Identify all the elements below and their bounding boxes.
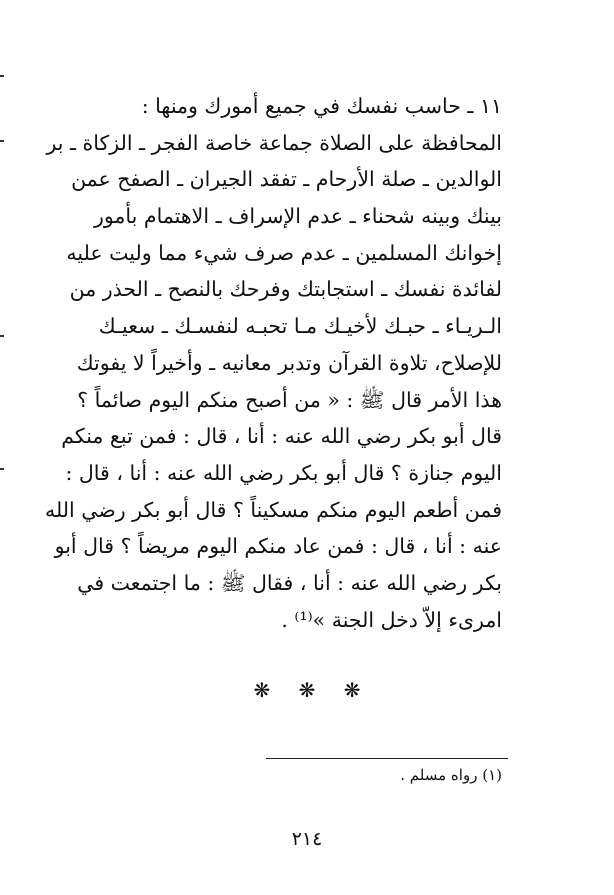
text-line: قال أبو بكر رضي الله عنه : أنا ، قال : فمن تبع منكم — [61, 424, 502, 449]
asterism-icon: ❋ — [298, 678, 316, 702]
footnote: (١) رواه مسلم . — [400, 766, 502, 784]
text-line: اليوم جنازة ؟ قال أبو بكر رضي الله عنه : أنا ، قال : — [65, 460, 502, 485]
text-line: هذا الأمر قال ﷺ : « من أصبح منكم اليوم صائماً ؟ — [77, 387, 502, 412]
text-line: عنه : أنا ، قال : فمن عاد منكم اليوم مريضاً ؟ قال أبو — [54, 534, 502, 559]
asterism-icon: ❋ — [253, 678, 271, 702]
text-line: فمن أطعم اليوم منكم مسكيناً ؟ قال أبو بكر رضي الله — [45, 497, 502, 522]
text-line: الـريـاء ـ حبـك لأخيـك مـا تحبـه لنفسـك ـ سعيـك — [98, 314, 502, 339]
main-paragraph — [45, 88, 502, 638]
text-line: إخوانك المسلمين ـ عدم صرف شيء مما وليت عليه — [66, 240, 502, 265]
text-line: ١١ ـ حاسب نفسك في جميع أمورك ومنها : — [141, 94, 502, 118]
text-line: المحافظة على الصلاة جماعة خاصة الفجر ـ الزكاة ـ بر — [46, 130, 502, 155]
asterism-icon: ❋ — [343, 678, 361, 702]
page-number: ٢١٤ — [291, 828, 323, 850]
scan-edge-mark — [0, 335, 4, 337]
text-line: بكر رضي الله عنه : أنا ، فقال ﷺ : ما اجتمعت في — [77, 570, 502, 595]
text-line: للإصلاح، تلاوة القرآن وتدبر معانيه ـ وأخيراً لا يفوتك — [76, 350, 502, 375]
text-line: لفائدة نفسك ـ استجابتك وفرحك بالنصح ـ الحذر من — [69, 277, 502, 302]
text-line-last: امرىء إلاّ دخل الجنة »⁽¹⁾ . — [281, 607, 502, 632]
scan-edge-mark — [0, 140, 4, 142]
scan-edge-mark — [0, 468, 4, 470]
section-divider — [0, 678, 614, 702]
scan-edge-mark — [0, 75, 4, 77]
text-line: الوالدين ـ صلة الأرحام ـ تفقد الجيران ـ الصفح عمن — [71, 167, 502, 192]
footnote-separator — [266, 758, 508, 759]
text-line: بينك وبينه شحناء ـ عدم الإسراف ـ الاهتمام بأمور — [93, 204, 502, 229]
